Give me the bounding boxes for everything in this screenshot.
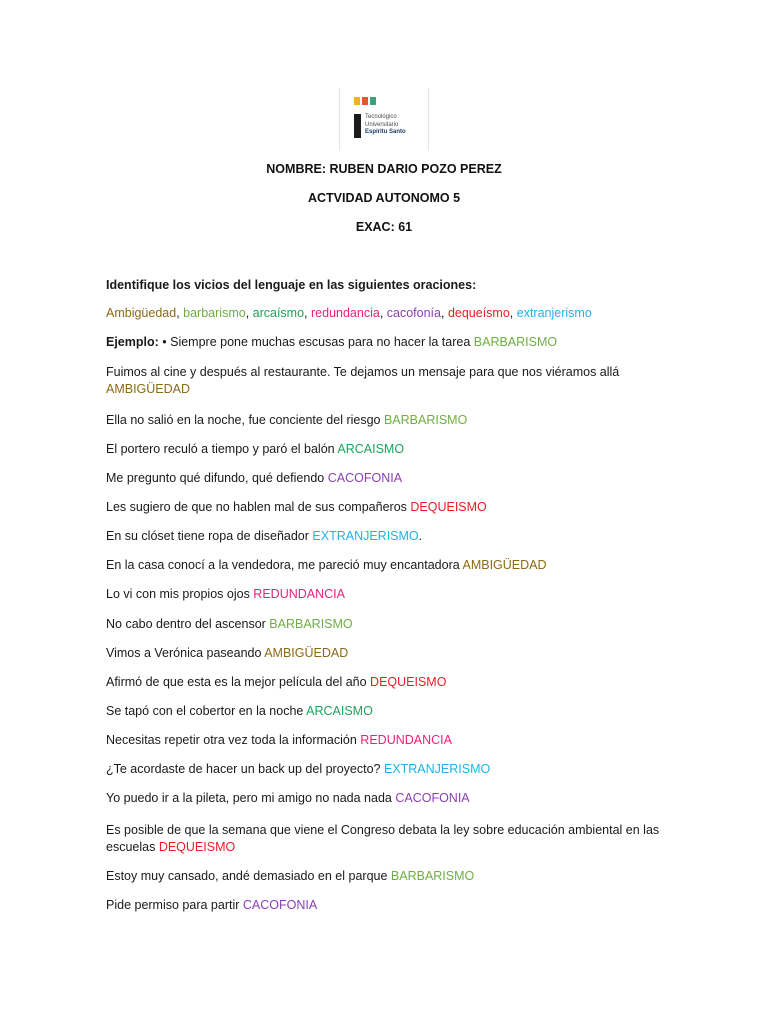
sentence-text: Vimos a Verónica paseando — [106, 646, 265, 660]
exam-code: EXAC: 61 — [355, 220, 413, 234]
sentence-answer: ARCAISMO — [337, 442, 405, 456]
sentence-text: No cabo dentro del ascensor — [106, 617, 270, 631]
sentence-text: ¿Te acordaste de hacer un back up del proyecto? — [106, 762, 384, 776]
sentence-answer: AMBIGÜEDAD — [106, 382, 191, 396]
sentence-answer: DEQUEISMO — [370, 675, 447, 689]
logo-line-2: Universitario — [365, 121, 399, 128]
sentence-answer: REDUNDANCIA — [360, 733, 452, 747]
category-label: Ambigüedad — [106, 306, 177, 320]
category-list — [106, 305, 666, 322]
sentence-item — [106, 761, 666, 778]
sentence-text: En la casa conocí a la vendedora, me pareció muy encantadora — [106, 558, 463, 572]
sentence-item — [106, 470, 666, 487]
sentence-text: En su clóset tiene ropa de diseñador — [106, 529, 313, 543]
instructions-heading: Identifique los vicios del lenguaje en las siguientes oraciones: — [106, 278, 477, 292]
sentence-item — [106, 674, 666, 691]
sentence-item — [106, 616, 666, 633]
sentence-answer: BARBARISMO — [390, 869, 475, 883]
logo-bar-red — [362, 97, 368, 105]
sentence-answer: EXTRANJERISMO — [312, 529, 419, 543]
sentence-text: Se tapó con el cobertor en la noche — [106, 704, 307, 718]
example-label: Ejemplo: — [106, 335, 159, 349]
sentence-text: Ella no salió en la noche, fue conciente del riesgo — [106, 413, 384, 427]
sentence-item — [106, 528, 666, 545]
sentence-text: Estoy muy cansado, andé demasiado en el parque — [106, 869, 391, 883]
category-label: arcaísmo — [252, 306, 305, 320]
category-separator: , — [440, 306, 448, 320]
sentence-answer: CACOFONIA — [327, 471, 403, 485]
category-label: cacofonía — [386, 306, 441, 320]
category-separator: , — [379, 306, 387, 320]
sentence-item — [106, 364, 666, 398]
sentence-item — [106, 732, 666, 749]
sentence-answer: ARCAISMO — [306, 704, 373, 718]
sentence-text: Es posible de que la semana que viene el Congreso debata la ley sobre educación ambiental en las escuelas — [106, 823, 660, 854]
sentence-item — [106, 441, 666, 458]
sentence-text: Afirmó de que esta es la mejor película del año — [106, 675, 371, 689]
example-answer: BARBARISMO — [473, 335, 558, 349]
activity-title: ACTVIDAD AUTONOMO 5 — [307, 191, 461, 205]
sentence-text: Les sugiero de que no hablen mal de sus compañeros — [106, 500, 411, 514]
example-text: • Siempre pone muchas escusas para no hacer la tarea — [158, 335, 474, 349]
sentence-item — [106, 645, 666, 662]
sentence-answer: CACOFONIA — [242, 898, 318, 912]
sentence-answer: REDUNDANCIA — [253, 587, 345, 601]
sentence-item — [106, 557, 666, 574]
logo-wordmark — [365, 114, 406, 137]
sentence-item — [106, 897, 666, 914]
sentence-answer: BARBARISMO — [383, 413, 468, 427]
category-separator: , — [304, 306, 311, 320]
logo-bar-green — [370, 97, 376, 105]
sentence-text: Fuimos al cine y después al restaurante. Te dejamos un mensaje para que nos viéramos allá — [106, 365, 620, 379]
category-separator: , — [176, 306, 184, 320]
category-separator: , — [509, 306, 517, 320]
category-separator: , — [245, 306, 253, 320]
sentence-answer: DEQUEISMO — [410, 500, 487, 514]
sentence-suffix: . — [418, 529, 423, 543]
category-label: dequeísmo — [447, 306, 510, 320]
logo-bar-yellow — [354, 97, 360, 105]
sentence-item — [106, 499, 666, 516]
sentence-text: El portero reculó a tiempo y paró el balón — [106, 442, 338, 456]
sentence-answer: EXTRANJERISMO — [383, 762, 491, 776]
sentence-text: Pide permiso para partir — [106, 898, 243, 912]
sentence-answer: DEQUEISMO — [158, 840, 236, 854]
sentence-item — [106, 703, 666, 720]
student-name: NOMBRE: RUBEN DARIO POZO PEREZ — [266, 162, 502, 176]
logo-line-1: Tecnológico — [365, 114, 397, 120]
sentence-item — [106, 822, 666, 856]
sentence-item — [106, 868, 666, 885]
logo-mark — [354, 114, 361, 138]
sentence-answer: AMBIGÜEDAD — [462, 558, 547, 572]
sentence-text: Yo puedo ir a la pileta, pero mi amigo no nada nada — [106, 791, 396, 805]
category-label: barbarismo — [183, 306, 246, 320]
sentence-text: Me pregunto qué difundo, qué defiendo — [106, 471, 328, 485]
sentence-answer: BARBARISMO — [269, 617, 353, 631]
sentence-text: Lo vi con mis propios ojos — [106, 587, 254, 601]
sentence-item — [106, 586, 666, 603]
sentence-item — [106, 790, 666, 807]
sentence-answer: AMBIGÜEDAD — [264, 646, 349, 660]
example-line — [106, 334, 666, 351]
category-label: extranjerismo — [516, 306, 592, 320]
institution-logo — [339, 88, 429, 150]
sentence-text: Necesitas repetir otra vez toda la información — [106, 733, 361, 747]
sentence-answer: CACOFONIA — [395, 791, 470, 805]
sentence-item — [106, 412, 666, 429]
category-label: redundancia — [311, 306, 380, 320]
logo-line-3: Espíritu Santo — [365, 129, 406, 135]
